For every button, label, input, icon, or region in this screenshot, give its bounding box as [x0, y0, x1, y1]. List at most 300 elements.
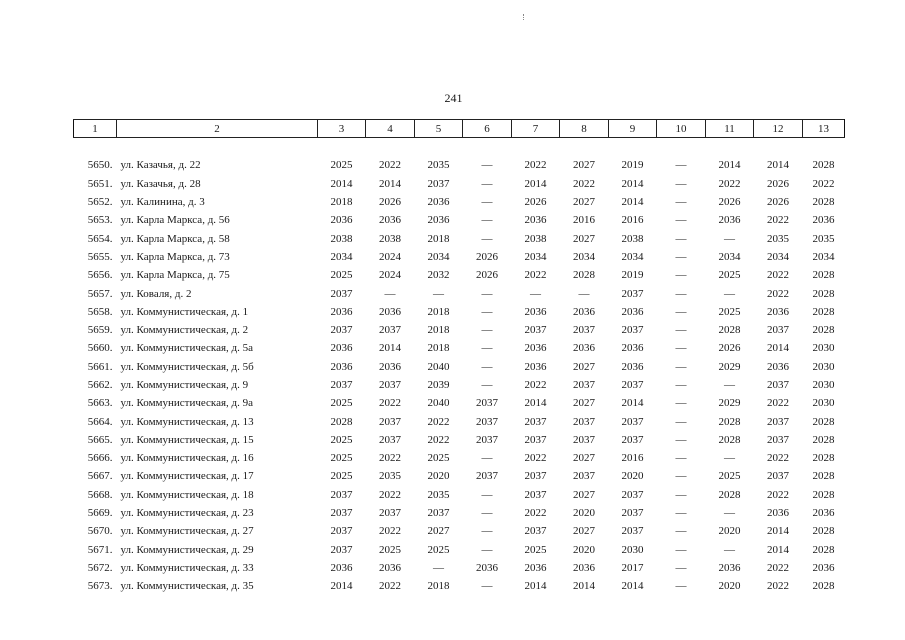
- year-cell-col-11: 2020: [718, 580, 741, 593]
- row-number-cell: 5656.: [87, 269, 113, 282]
- year-cell-col-4: 2024: [379, 250, 401, 263]
- year-cell-col-4: 2014: [379, 342, 401, 355]
- year-cell-col-9: 2034: [621, 250, 644, 263]
- year-cell-col-10: —: [675, 580, 687, 593]
- year-cell-col-3: 2036: [330, 342, 353, 355]
- column-header-9: 9: [609, 120, 657, 138]
- year-cell-col-10: —: [675, 159, 687, 172]
- year-cell-col-8: 2027: [573, 525, 595, 538]
- year-cell-col-13: 2028: [812, 452, 835, 465]
- year-cell-col-4: 2022: [379, 159, 401, 172]
- table-row: [74, 431, 845, 449]
- year-cell-col-8: 2027: [573, 397, 595, 410]
- address-cell: ул. Коваля, д. 2: [120, 287, 192, 300]
- year-cell-col-13: 2028: [812, 324, 835, 337]
- year-cell-col-6: 2026: [476, 269, 498, 282]
- year-cell-col-4: 2038: [379, 232, 401, 245]
- column-header-11: 11: [706, 120, 754, 138]
- address-cell: ул. Коммунистическая, д. 33: [120, 561, 254, 574]
- year-cell-col-5: 2018: [427, 305, 450, 318]
- year-cell-col-8: 2016: [573, 214, 595, 227]
- year-cell-col-12: 2037: [767, 470, 789, 483]
- row-number-cell: 5671.: [87, 543, 113, 556]
- year-cell-col-11: 2025: [718, 305, 741, 318]
- year-cell-col-7: 2026: [524, 196, 547, 209]
- table-row: [74, 229, 845, 247]
- year-cell-col-10: —: [675, 177, 687, 190]
- year-cell-col-6: —: [481, 379, 493, 391]
- year-cell-col-11: —: [724, 287, 735, 300]
- year-cell-col-6: —: [481, 324, 493, 337]
- row-number-cell: 5664.: [87, 415, 113, 428]
- year-cell-col-6: —: [481, 305, 493, 318]
- year-cell-col-8: 2027: [573, 232, 595, 245]
- year-cell-col-13: 2028: [812, 525, 835, 538]
- year-cell-col-3: 2038: [330, 232, 353, 245]
- year-cell-col-8: 2027: [573, 159, 595, 172]
- year-cell-col-3: 2025: [330, 397, 353, 410]
- year-cell-col-7: 2037: [524, 433, 547, 446]
- year-cell-col-8: 2027: [573, 360, 595, 373]
- address-cell: ул. Карла Маркса, д. 58: [120, 232, 230, 245]
- row-number-cell: 5659.: [87, 324, 113, 337]
- table-row: [74, 486, 845, 504]
- year-cell-col-10: —: [675, 196, 687, 209]
- year-cell-col-10: —: [675, 250, 687, 263]
- year-cell-col-12: 2037: [767, 324, 789, 337]
- year-cell-col-13: 2028: [812, 196, 835, 209]
- table-row: [74, 541, 845, 559]
- year-cell-col-7: 2022: [524, 269, 547, 282]
- year-cell-col-9: 2037: [621, 488, 644, 501]
- year-cell-col-12: 2037: [767, 379, 789, 391]
- year-cell-col-3: 2025: [330, 452, 353, 465]
- year-cell-col-6: —: [481, 177, 493, 190]
- address-cell: ул. Коммунистическая, д. 13: [120, 415, 254, 428]
- row-number-cell: 5667.: [87, 470, 113, 483]
- year-cell-col-4: 2022: [379, 525, 401, 538]
- table-row: [74, 394, 845, 412]
- year-cell-col-11: 2034: [718, 250, 741, 263]
- table-row: [74, 248, 845, 266]
- year-cell-col-8: 2036: [573, 342, 595, 355]
- year-cell-col-10: —: [675, 525, 687, 538]
- address-cell: ул. Коммунистическая, д. 5б: [120, 360, 254, 373]
- year-cell-col-10: —: [675, 488, 687, 501]
- year-cell-col-8: 2037: [573, 433, 595, 446]
- column-header-13: 13: [803, 120, 845, 138]
- table-row: [74, 504, 845, 522]
- address-cell: ул. Коммунистическая, д. 9: [120, 379, 249, 391]
- year-cell-col-10: —: [675, 269, 687, 282]
- year-cell-col-8: 2020: [573, 543, 595, 556]
- table-row: [74, 211, 845, 229]
- year-cell-col-9: 2014: [621, 580, 644, 593]
- year-cell-col-12: 2014: [767, 525, 789, 538]
- year-cell-col-10: —: [675, 397, 687, 410]
- year-cell-col-10: —: [675, 379, 687, 391]
- year-cell-col-3: 2034: [330, 250, 353, 263]
- year-cell-col-3: 2036: [330, 214, 353, 227]
- year-cell-col-12: 2034: [767, 250, 789, 263]
- address-cell: ул. Коммунистическая, д. 27: [120, 525, 254, 538]
- row-number-cell: 5654.: [87, 232, 113, 245]
- year-cell-col-5: 2039: [427, 379, 450, 391]
- address-cell: ул. Карла Маркса, д. 73: [120, 250, 230, 263]
- year-cell-col-12: 2037: [767, 415, 789, 428]
- year-cell-col-4: 2037: [379, 324, 401, 337]
- year-cell-col-9: 2036: [621, 305, 644, 318]
- year-cell-col-3: 2014: [330, 580, 353, 593]
- year-cell-col-7: 2037: [524, 525, 547, 538]
- year-cell-col-7: 2014: [524, 580, 547, 593]
- year-cell-col-7: 2022: [524, 507, 547, 520]
- table-row: [74, 156, 845, 174]
- year-cell-col-12: 2014: [767, 342, 789, 355]
- year-cell-col-11: —: [724, 232, 735, 245]
- year-cell-col-5: 2022: [427, 433, 450, 446]
- year-cell-col-5: 2040: [427, 360, 450, 373]
- year-cell-col-11: 2014: [718, 159, 741, 172]
- year-cell-col-8: 2037: [573, 379, 595, 391]
- year-cell-col-4: 2037: [379, 379, 401, 391]
- year-cell-col-3: 2037: [330, 379, 353, 391]
- year-cell-col-8: 2036: [573, 561, 595, 574]
- row-number-cell: 5663.: [87, 397, 113, 410]
- year-cell-col-11: 2020: [718, 525, 741, 538]
- column-header-1: 1: [74, 120, 117, 138]
- year-cell-col-13: 2028: [812, 580, 835, 593]
- year-cell-col-5: 2027: [427, 525, 450, 538]
- year-cell-col-12: 2022: [767, 397, 789, 410]
- year-cell-col-13: 2022: [812, 177, 835, 190]
- year-cell-col-11: 2025: [718, 269, 741, 282]
- year-cell-col-6: —: [481, 488, 493, 501]
- year-cell-col-11: 2036: [718, 214, 741, 227]
- year-cell-col-3: 2037: [330, 543, 353, 556]
- year-cell-col-11: 2028: [718, 433, 741, 446]
- year-cell-col-9: 2036: [621, 360, 644, 373]
- year-cell-col-10: —: [675, 415, 687, 428]
- row-number-cell: 5666.: [87, 452, 113, 465]
- spacer-row: [74, 138, 845, 157]
- year-cell-col-12: 2022: [767, 452, 789, 465]
- row-number-cell: 5658.: [87, 305, 113, 318]
- year-cell-col-6: 2036: [476, 561, 498, 574]
- year-cell-col-11: 2029: [718, 397, 741, 410]
- year-cell-col-8: 2036: [573, 305, 595, 318]
- row-number-cell: 5662.: [87, 379, 113, 391]
- year-cell-col-4: 2037: [379, 433, 401, 446]
- year-cell-col-13: 2028: [812, 415, 835, 428]
- year-cell-col-10: —: [675, 342, 687, 355]
- address-cell: ул. Коммунистическая, д. 16: [120, 452, 254, 465]
- year-cell-col-6: 2037: [476, 470, 498, 483]
- year-cell-col-11: —: [724, 452, 735, 465]
- row-number-cell: 5660.: [87, 342, 113, 355]
- year-cell-col-5: 2032: [427, 269, 450, 282]
- column-header-5: 5: [415, 120, 463, 138]
- year-cell-col-13: 2028: [812, 159, 835, 172]
- year-cell-col-9: 2014: [621, 397, 644, 410]
- year-cell-col-10: —: [675, 360, 687, 373]
- year-cell-col-12: 2022: [767, 269, 789, 282]
- year-cell-col-8: 2022: [573, 177, 595, 190]
- address-cell: ул. Карла Маркса, д. 75: [120, 269, 230, 282]
- year-cell-col-8: 2027: [573, 488, 595, 501]
- year-cell-col-6: —: [481, 232, 493, 245]
- year-cell-col-5: 2037: [427, 177, 450, 190]
- year-cell-col-4: 2022: [379, 397, 401, 410]
- address-cell: ул. Коммунистическая, д. 2: [120, 324, 249, 337]
- table-row: [74, 339, 845, 357]
- table-row: [74, 467, 845, 485]
- row-number-cell: 5650.: [87, 159, 113, 172]
- year-cell-col-12: 2022: [767, 287, 789, 300]
- year-cell-col-5: 2025: [427, 452, 450, 465]
- year-cell-col-13: 2030: [812, 342, 835, 355]
- table-row: [74, 358, 845, 376]
- year-cell-col-5: 2018: [427, 324, 450, 337]
- year-cell-col-12: 2022: [767, 561, 789, 574]
- year-cell-col-13: 2028: [812, 470, 835, 483]
- year-cell-col-4: 2036: [379, 305, 401, 318]
- year-cell-col-4: —: [384, 287, 396, 300]
- year-cell-col-9: 2019: [621, 269, 644, 282]
- row-number-cell: 5673.: [87, 580, 113, 593]
- year-cell-col-6: —: [481, 342, 493, 355]
- year-cell-col-8: 2027: [573, 452, 595, 465]
- year-cell-col-4: 2037: [379, 415, 401, 428]
- year-cell-col-10: —: [675, 470, 687, 483]
- year-cell-col-3: 2037: [330, 488, 353, 501]
- year-cell-col-3: 2037: [330, 507, 353, 520]
- year-cell-col-6: —: [481, 452, 493, 465]
- year-cell-col-3: 2025: [330, 159, 353, 172]
- year-cell-col-12: 2014: [767, 543, 789, 556]
- year-cell-col-12: 2026: [767, 196, 789, 209]
- year-cell-col-13: 2028: [812, 433, 835, 446]
- year-cell-col-5: 2018: [427, 580, 450, 593]
- year-cell-col-7: 2022: [524, 159, 547, 172]
- year-cell-col-9: 2016: [621, 214, 644, 227]
- year-cell-col-3: 2025: [330, 433, 353, 446]
- year-cell-col-7: —: [530, 287, 541, 300]
- year-cell-col-9: 2014: [621, 177, 644, 190]
- column-header-8: 8: [560, 120, 609, 138]
- year-cell-col-9: 2038: [621, 232, 644, 245]
- year-cell-col-10: —: [675, 507, 687, 520]
- year-cell-col-9: 2037: [621, 287, 644, 300]
- year-cell-col-4: 2036: [379, 561, 401, 574]
- row-number-cell: 5665.: [87, 433, 113, 446]
- year-cell-col-3: 2037: [330, 525, 353, 538]
- year-cell-col-9: 2016: [621, 452, 644, 465]
- year-cell-col-4: 2022: [379, 452, 401, 465]
- year-cell-col-4: 2026: [379, 196, 401, 209]
- year-cell-col-6: 2037: [476, 415, 498, 428]
- year-cell-col-11: —: [724, 507, 735, 520]
- table-row: [74, 559, 845, 577]
- year-cell-col-13: 2034: [812, 250, 835, 263]
- year-cell-col-11: 2025: [718, 470, 741, 483]
- row-number-cell: 5655.: [87, 250, 113, 263]
- year-cell-col-7: 2036: [524, 561, 547, 574]
- table-row: [74, 193, 845, 211]
- year-cell-col-13: 2028: [812, 269, 835, 282]
- year-cell-col-8: 2037: [573, 470, 595, 483]
- year-cell-col-6: —: [481, 360, 493, 373]
- year-cell-col-6: —: [481, 525, 493, 538]
- year-cell-col-7: 2036: [524, 360, 547, 373]
- address-cell: ул. Коммунистическая, д. 17: [120, 470, 254, 483]
- year-cell-col-9: 2037: [621, 525, 644, 538]
- year-cell-col-10: —: [675, 214, 687, 227]
- year-cell-col-6: 2026: [476, 250, 498, 263]
- table-row: [74, 303, 845, 321]
- year-cell-col-7: 2022: [524, 379, 547, 391]
- year-cell-col-12: 2036: [767, 360, 789, 373]
- address-cell: ул. Коммунистическая, д. 18: [120, 488, 254, 501]
- year-cell-col-4: 2022: [379, 580, 401, 593]
- table-row: [74, 284, 845, 302]
- year-cell-col-9: 2037: [621, 379, 644, 391]
- year-cell-col-8: 2028: [573, 269, 595, 282]
- address-cell: ул. Коммунистическая, д. 15: [120, 433, 254, 446]
- row-number-cell: 5670.: [87, 525, 113, 538]
- year-cell-col-12: 2036: [767, 305, 789, 318]
- table-row: [74, 175, 845, 193]
- year-cell-col-11: 2028: [718, 324, 741, 337]
- year-cell-col-7: 2037: [524, 488, 547, 501]
- year-cell-col-13: 2030: [812, 397, 835, 410]
- scan-speck: [523, 14, 525, 20]
- row-number-cell: 5672.: [87, 561, 113, 574]
- year-cell-col-11: —: [724, 543, 735, 556]
- year-cell-col-12: 2022: [767, 580, 789, 593]
- year-cell-col-9: 2037: [621, 324, 644, 337]
- address-cell: ул. Казачья, д. 28: [120, 177, 201, 190]
- column-header-4: 4: [366, 120, 415, 138]
- table-row: [74, 412, 845, 430]
- year-cell-col-7: 2014: [524, 397, 547, 410]
- row-number-cell: 5669.: [87, 507, 113, 520]
- year-cell-col-13: 2030: [812, 360, 835, 373]
- year-cell-col-8: 2020: [573, 507, 595, 520]
- year-cell-col-11: 2028: [718, 415, 741, 428]
- table-row: [74, 321, 845, 339]
- year-cell-col-12: 2022: [767, 214, 789, 227]
- year-cell-col-7: 2037: [524, 324, 547, 337]
- year-cell-col-10: —: [675, 543, 687, 556]
- year-cell-col-9: 2037: [621, 507, 644, 520]
- year-cell-col-5: 2037: [427, 507, 450, 520]
- year-cell-col-5: 2034: [427, 250, 450, 263]
- address-cell: ул. Коммунистическая, д. 5а: [120, 342, 254, 355]
- year-cell-col-13: 2036: [812, 507, 835, 520]
- table-row: [74, 522, 845, 540]
- year-cell-col-9: 2030: [621, 543, 644, 556]
- year-cell-col-10: —: [675, 305, 687, 318]
- year-cell-col-10: —: [675, 452, 687, 465]
- year-cell-col-6: —: [481, 507, 493, 520]
- housing-repair-schedule-table: [73, 119, 845, 595]
- year-cell-col-5: 2035: [427, 159, 450, 172]
- year-cell-col-10: —: [675, 232, 687, 245]
- column-header-7: 7: [512, 120, 560, 138]
- column-number-header-row: [74, 120, 845, 138]
- row-number-cell: 5668.: [87, 488, 113, 501]
- year-cell-col-5: —: [433, 287, 444, 300]
- row-number-cell: 5661.: [87, 360, 113, 373]
- year-cell-col-6: —: [481, 580, 493, 593]
- year-cell-col-6: —: [481, 287, 493, 300]
- year-cell-col-5: 2036: [427, 196, 450, 209]
- year-cell-col-9: 2020: [621, 470, 644, 483]
- table-row: [74, 577, 845, 595]
- year-cell-col-9: 2017: [621, 561, 644, 574]
- year-cell-col-5: 2018: [427, 232, 450, 245]
- year-cell-col-12: 2026: [767, 177, 789, 190]
- year-cell-col-5: 2022: [427, 415, 450, 428]
- year-cell-col-10: —: [675, 324, 687, 337]
- column-header-10: 10: [657, 120, 706, 138]
- address-cell: ул. Коммунистическая, д. 29: [120, 543, 254, 556]
- year-cell-col-7: 2038: [524, 232, 547, 245]
- year-cell-col-13: 2036: [812, 561, 835, 574]
- year-cell-col-5: 2040: [427, 397, 450, 410]
- year-cell-col-5: 2036: [427, 214, 450, 227]
- column-header-12: 12: [754, 120, 803, 138]
- column-header-6: 6: [463, 120, 512, 138]
- year-cell-col-3: 2036: [330, 360, 353, 373]
- year-cell-col-7: 2036: [524, 342, 547, 355]
- year-cell-col-9: 2037: [621, 433, 644, 446]
- year-cell-col-6: —: [481, 159, 493, 172]
- year-cell-col-9: 2019: [621, 159, 644, 172]
- address-cell: ул. Коммунистическая, д. 23: [120, 507, 254, 520]
- year-cell-col-13: 2028: [812, 287, 835, 300]
- year-cell-col-10: —: [675, 433, 687, 446]
- year-cell-col-4: 2036: [379, 214, 401, 227]
- year-cell-col-7: 2036: [524, 214, 547, 227]
- row-number-cell: 5657.: [87, 287, 113, 300]
- year-cell-col-11: 2028: [718, 488, 741, 501]
- address-cell: ул. Коммунистическая, д. 1: [120, 305, 249, 318]
- year-cell-col-6: —: [481, 196, 493, 209]
- year-cell-col-7: 2014: [524, 177, 547, 190]
- year-cell-col-11: 2036: [718, 561, 741, 574]
- year-cell-col-13: 2035: [812, 232, 835, 245]
- year-cell-col-8: 2014: [573, 580, 595, 593]
- year-cell-col-4: 2037: [379, 507, 401, 520]
- year-cell-col-5: 2020: [427, 470, 450, 483]
- year-cell-col-11: —: [724, 379, 735, 391]
- year-cell-col-13: 2028: [812, 488, 835, 501]
- year-cell-col-3: 2036: [330, 305, 353, 318]
- address-cell: ул. Карла Маркса, д. 56: [120, 214, 230, 227]
- year-cell-col-13: 2036: [812, 214, 835, 227]
- year-cell-col-6: —: [481, 543, 493, 556]
- year-cell-col-7: 2037: [524, 415, 547, 428]
- column-header-3: 3: [318, 120, 366, 138]
- year-cell-col-12: 2036: [767, 507, 789, 520]
- year-cell-col-8: 2027: [573, 196, 595, 209]
- year-cell-col-8: 2037: [573, 415, 595, 428]
- table-row: [74, 449, 845, 467]
- year-cell-col-5: 2018: [427, 342, 450, 355]
- page-number: 241: [444, 91, 463, 105]
